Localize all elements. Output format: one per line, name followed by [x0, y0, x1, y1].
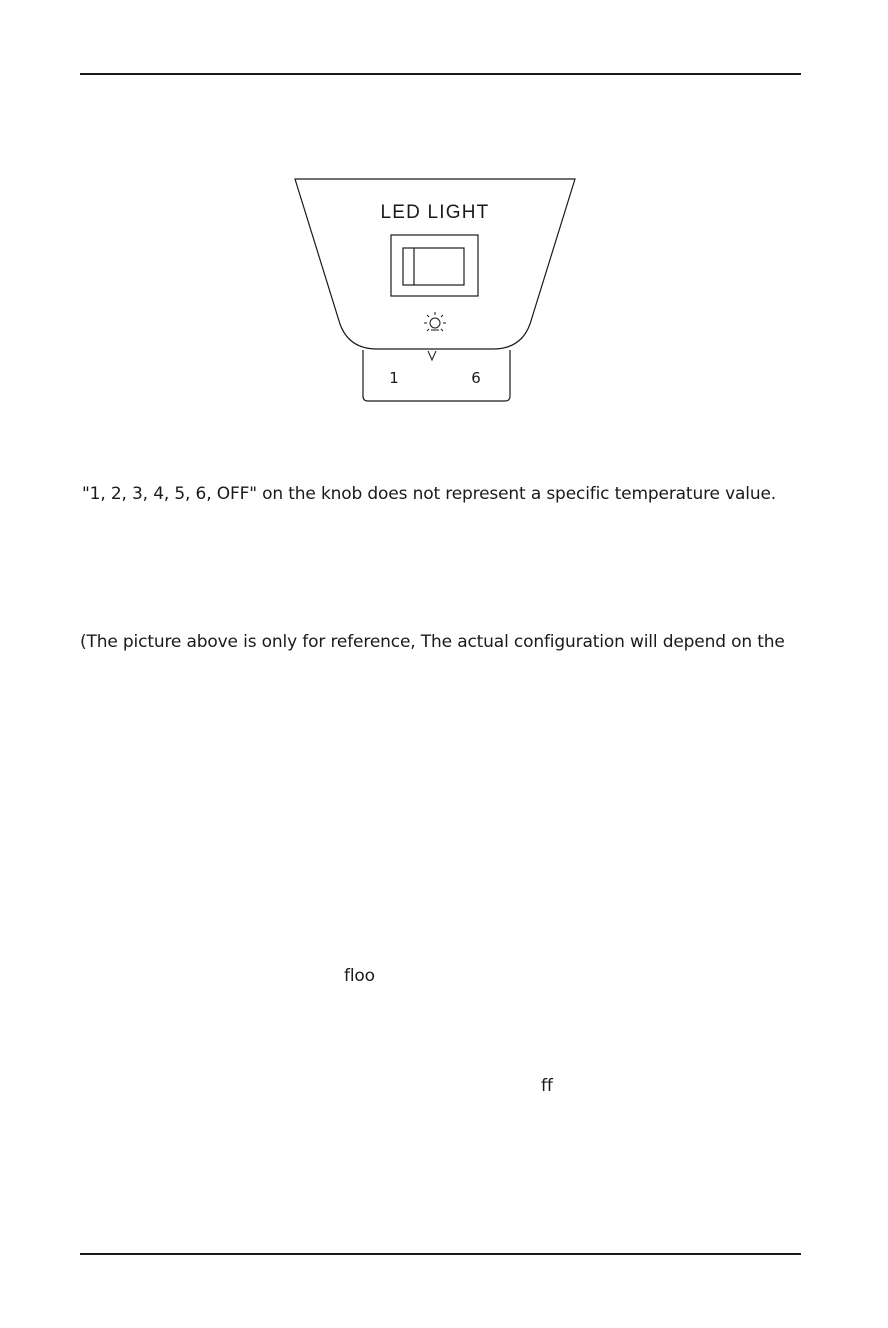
panel-title: LED LIGHT	[380, 202, 490, 223]
rocker-switch-icon[interactable]	[391, 235, 478, 296]
light-bulb-icon	[424, 312, 446, 331]
knob-max-label: 6	[471, 369, 481, 387]
control-panel-diagram	[293, 176, 577, 404]
footer-rule	[80, 1253, 801, 1255]
text-fragment-ff: ff	[541, 1076, 553, 1096]
knob-note: "1, 2, 3, 4, 5, 6, OFF" on the knob does not represent a specific temperature value.	[82, 484, 777, 504]
knob-min-label: 1	[389, 369, 399, 387]
temperature-knob[interactable]	[363, 350, 510, 401]
text-fragment-floo: floo	[344, 966, 375, 986]
header-rule	[80, 73, 801, 75]
reference-note: (The picture above is only for reference, The actual configuration will depend on the	[80, 632, 785, 652]
knob-pointer-icon	[428, 351, 436, 360]
